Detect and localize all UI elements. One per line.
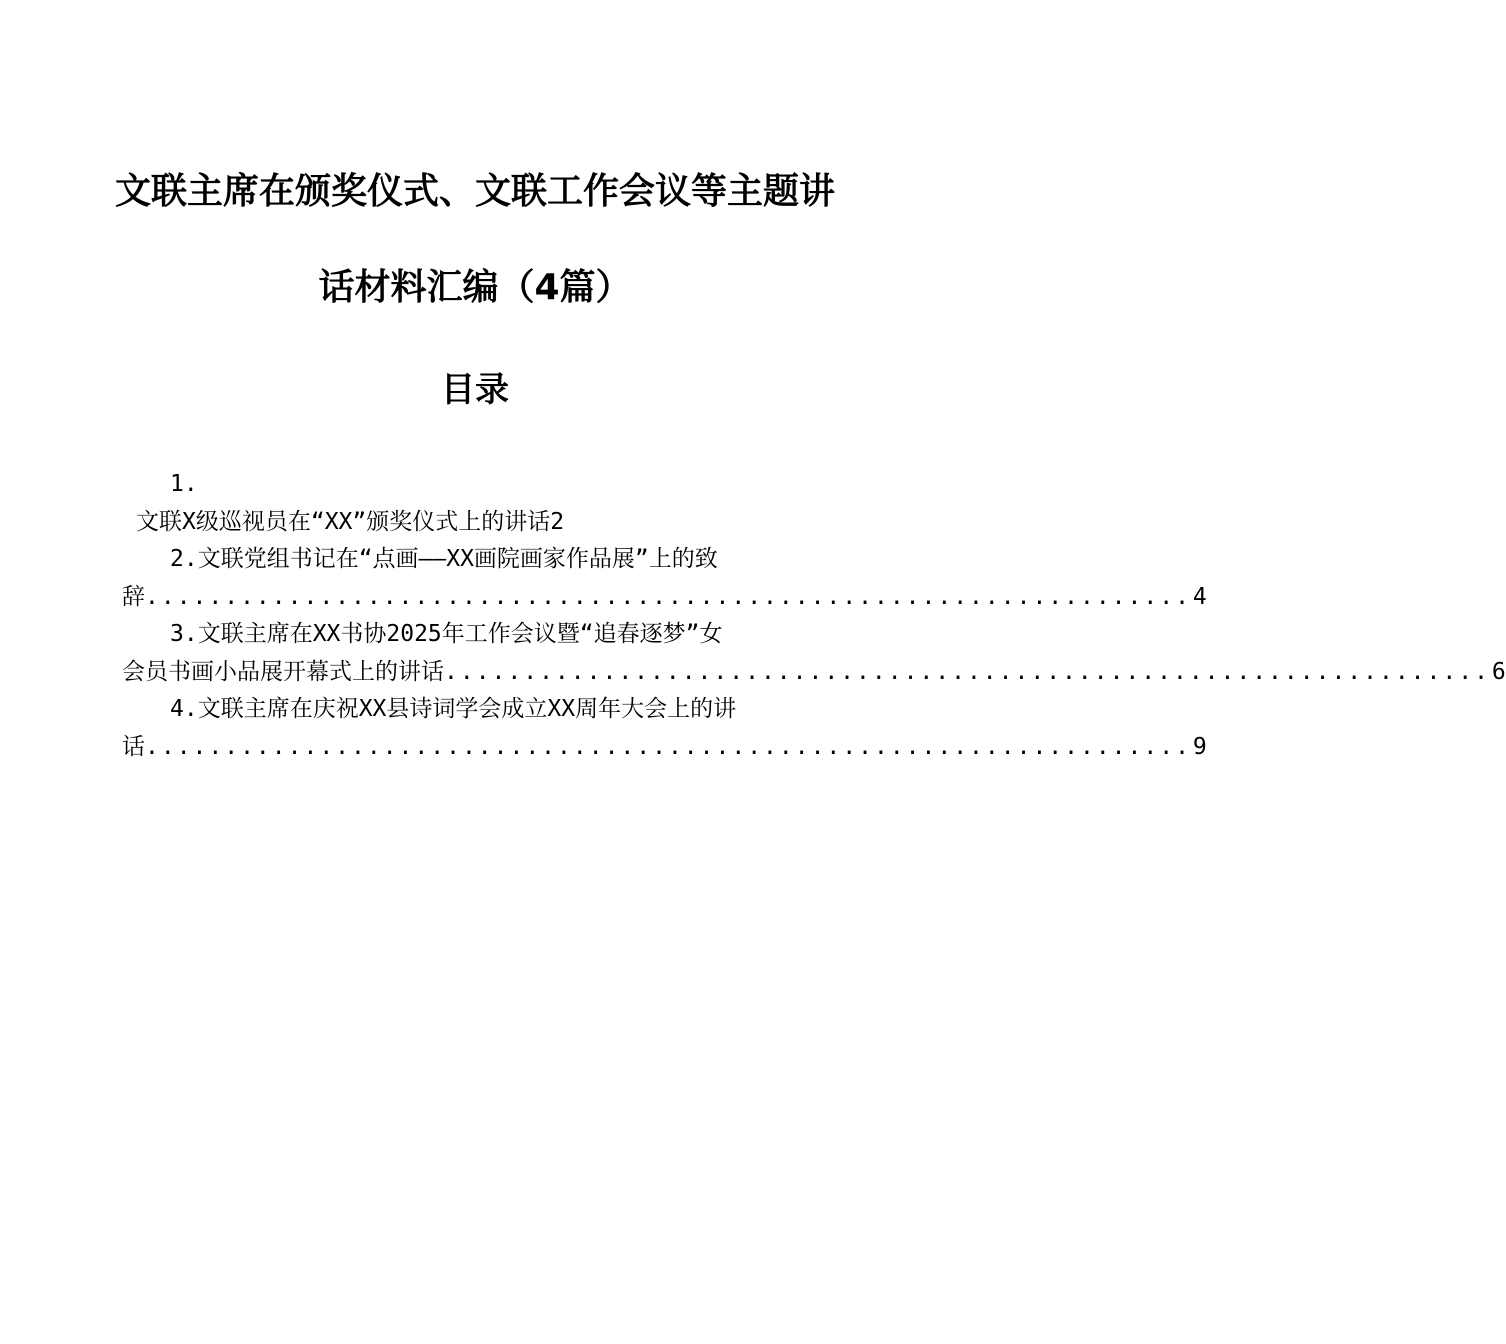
toc-item-2-line-1[interactable]	[122, 541, 828, 579]
toc-item-1-page: 2	[550, 508, 565, 535]
toc-item-4-page: 9	[1192, 733, 1207, 760]
toc-leader-dots: ..................................................................	[145, 583, 1191, 610]
toc-heading: 目录	[441, 370, 509, 410]
toc-leader-dots: ..................................................................	[145, 733, 1191, 760]
toc-item-4-text-cont: 话	[122, 733, 145, 760]
toc-item-2-line-2[interactable]	[122, 579, 1207, 617]
toc-item-1-text: 文联X级巡视员在“XX”颁奖仪式上的讲话	[136, 508, 551, 535]
toc-item-4-text: 4.文联主席在庆祝XX县诗词学会成立XX周年大会上的讲	[170, 696, 737, 722]
toc-item-4-line-2[interactable]	[122, 729, 1207, 767]
toc-item-3-text-cont: 会员书画小品展开幕式上的讲话	[122, 658, 444, 685]
document-title-line-2: 话材料汇编（4篇）	[318, 267, 632, 308]
toc-item-2-page: 4	[1192, 583, 1207, 610]
toc-item-1-entry[interactable]	[122, 504, 828, 542]
toc-item-3-line-1[interactable]	[122, 616, 828, 654]
toc-item-3-text: 3.文联主席在XX书协2025年工作会议暨“追春逐梦”女	[170, 621, 723, 647]
toc-item-3-line-2[interactable]	[122, 654, 1506, 692]
toc-item-3-page: 6	[1491, 658, 1506, 685]
toc-leader-dots: ..................................................................	[444, 658, 1490, 685]
toc-item-2-text-cont: 辞	[122, 583, 145, 610]
document-title-line-1: 文联主席在颁奖仪式、文联工作会议等主题讲	[114, 171, 835, 212]
toc-item-4-line-1[interactable]	[122, 691, 828, 729]
table-of-contents	[122, 466, 1506, 766]
toc-item-2-text: 2.文联党组书记在“点画——XX画院画家作品展”上的致	[170, 546, 718, 572]
toc-item-1-number: 1.	[170, 471, 198, 497]
toc-item-1-number-line[interactable]	[122, 466, 828, 504]
